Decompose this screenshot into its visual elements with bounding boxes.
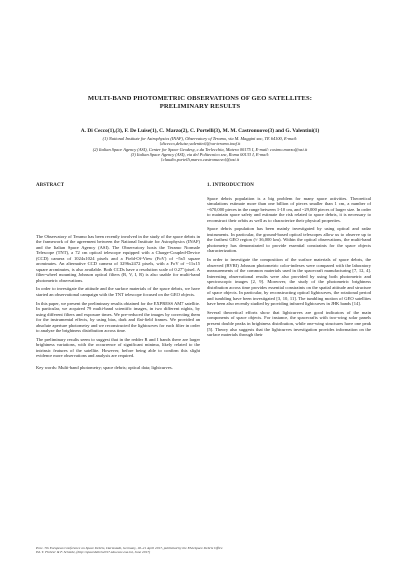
abstract-paragraph: In this paper, we present the preliminary results obtained for the EXPRESS AM7 satellite. In particular, we acquired 79 multi-band scientific images, in two different nights, by using different filters and exposure times. We pre-reduced the images by correcting them for the instrumental effects, by using bias, dark and flat-field frames. We provided an absolute aperture photometry and we reconstructed the lightcurves for each filter in order to analyze the brightness distribution across time. [36, 300, 200, 334]
abstract-column [36, 183, 200, 374]
introduction-paragraph: Several theoretical efforts show that lightcurves are good indicators of the main components of space objects. For instance, the spacecrafts with two-wing solar panels present double peaks in brightness distribution, while one-wing structures have one peak [5]. Theory also suggests that the lightcurves investigation provides information on the surface materials through their [207, 309, 371, 338]
abstract-paragraph: The preliminary results seem to suggest that in the redder R and I bands there are larger brightness variations, with the occurrence of significant minima, likely related to the intrinsic features of the satellite. However, before being able to confirm this slight evidence more observations and analysis are required. [36, 336, 200, 359]
introduction-paragraph: Space debris population is a big problem for many space activities. Theoretical simulations estimate more than one billion of pieces smaller than 1 cm, a number of ~670,000 pieces in the range between 1-10 cm, and ~29,000 pieces of larger size. In order to maintain space safety and estimate the risk related to space debris, it is necessary to reconstruct their orbits as well as to characterize their physical properties. [207, 195, 371, 223]
introduction-heading: 1. INTRODUCTION [207, 183, 255, 188]
title-line: PRELIMINARY RESULTS [159, 103, 241, 110]
introduction-paragraph: In order to investigate the composition of the surface materials of space debris, the observed (BVRI) Johnson photometric color-indexes were compared with the laboratory measurements of the common materials used in the spacecraft manufacturing [7, 12, 4]. Interesting observational results were also provided by using both photometric and spectroscopic images [2, 9]. Moreover, the study of the photometric brightness distribution across time provides essential constraints on the spatial attitude and structure of space objects. In particular, by reconstructing optical lightcurves, the rotational period and tumbling have been investigated [3, 10, 11]. The tumbling motion of GEO satellites have been also recently studied by providing infrared lightcurves in JHK bands [14]. [207, 257, 371, 307]
affiliation-line: (3) Italian Space Agency (ASI), via del Politecnico snc, Roma 00133 I, E-mail: [130, 151, 270, 157]
author-list: A. Di Cecco(1),(3), F. De Luise(1), C. Marzo(2), C. Portelli(3), M. M. Castronuovo(3) and G. Valentini(1) [80, 128, 320, 134]
abstract-paragraph: In order to investigate the attitude and the surface materials of the space debris, we have started an observational campaign with the TNT telescope focused on the GEO objects. [36, 286, 200, 298]
footer-line: Ed. T. Flohrer & F. Schmitz, (http://spacedebris2017.sdo.esoc.esa.int, June 2017) [36, 550, 151, 555]
proceedings-footer [36, 546, 366, 555]
affiliation-line: (2) Italian Space Agency (ASI), Center for Space Geodesy, c.da Terlecchia, Matera 00175 I, E-mail: cosimo.marzo@asi.it [92, 146, 308, 152]
abstract-paragraph: The Observatory of Teramo has been recently involved in the study of the space debris in the framework of the agreement between the National Institute for Astrophysics (INAF) and the Italian Space Agency (ASI). The Observatory hosts the Teramo Normale Telescope (TNT), a 72 cm optical telescope equipped with a Charge-Coupled-Device (CCD) camera of 1024x1024 pixels and a Field-Of-View (FoV) of ~5x5 square arcminutes. An alternative CCD camera of 3296x2472 pixels, with a FoV of ~11x15 square arcminutes, is also available. Both CCDs have a resolution scale of 0.27"/pixel. A filter-wheel mounting Johnson optical filters (B, V, I, R) is also usable for multi-band photometric observations. [36, 233, 200, 283]
introduction-paragraph: Space debris population has been mainly investigated by using optical and radar instruments. In particular, the ground-based optical telescopes allow us to observe up to the farthest GEO region (≈ 36,000 km). Within the optical observations, the multi-band photometry has demonstrated to provide essential constraints for the space objects characterization. [207, 226, 371, 254]
affiliation-line: (1) National Institute for Astrophysics (INAF), Observatory of Teramo, via M. Maggini snc, TE 64100, E-mail: [102, 136, 298, 141]
affiliation-line: {dicecco,deluise,valentini}@oa-teramo.inaf.it [159, 141, 241, 147]
keywords: Key words: Multi-band photometry; space debris; optical data; lightcurves. [36, 365, 173, 371]
footer-line: Proc. 7th European Conference on Space Debris, Darmstadt, Germany, 18–21 April 2017, published by the ESA Space Debris Office [36, 546, 223, 550]
abstract-heading: ABSTRACT [36, 183, 65, 188]
affiliation-line: {claudio.portelli,marco.castronuovo}@asi.it [160, 157, 240, 163]
introduction-column [207, 183, 371, 341]
title-line: MULTI-BAND PHOTOMETRIC OBSERVATIONS OF GEO SATELLITES: [87, 95, 313, 102]
paper-title [30, 95, 370, 111]
affiliations [30, 136, 370, 162]
